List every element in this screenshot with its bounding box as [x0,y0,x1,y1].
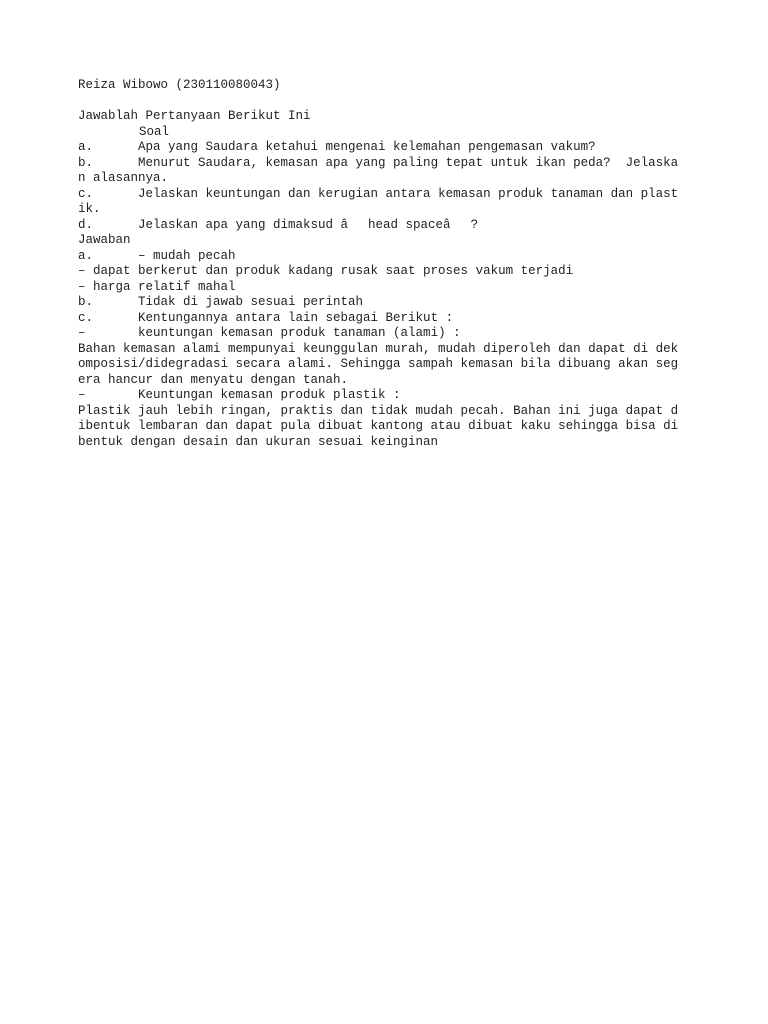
question-b-line1: b. Menurut Saudara, kemasan apa yang paling tepat untuk ikan peda? Jelaska [78,155,679,170]
answer-c-alami-line1: Bahan kemasan alami mempunyai keunggulan murah, mudah diperoleh dan dapat di dek [78,341,679,356]
question-b-line2: n alasannya. [78,171,169,185]
answer-b: b. Tidak di jawab sesuai perintah [78,295,364,309]
question-d: d. Jelaskan apa yang dimaksud âhead spaceâ? [78,217,479,232]
soal-text: Soal [139,124,170,139]
question-a: a. Apa yang Saudara ketahui mengenai kelemahan pengemasan vakum? [78,140,596,154]
answer-c-plastik-line2: ibentuk lembaran dan dapat pula dibuat kantong atau dibuat kaku sehingga bisa di [78,419,679,433]
answer-c-plastik-line1: Plastik jauh lebih ringan, praktis dan tidak mudah pecah. Bahan ini juga dapat d [78,403,679,418]
jawaban-label: Jawaban [78,233,131,247]
answer-c-plastik-line3: bentuk dengan desain dan ukuran sesuai keinginan [78,434,439,449]
answer-a-line1: a. – mudah pecah [78,248,236,263]
answer-c-alami-line2: omposisi/didegradasi secara alami. Sehingga sampah kemasan bila dibuang akan seg [78,357,679,371]
answer-a-line2: – dapat berkerut dan produk kadang rusak saat proses vakum terjadi [78,264,574,278]
soal-label [78,125,698,141]
answer-c-intro: c. Kentungannya antara lain sebagai Berikut : [78,310,454,325]
blank-line [78,94,698,110]
answer-c-alami-line3: era hancur dan menyatu dengan tanah. [78,372,349,387]
question-c-line1: c. Jelaskan keuntungan dan kerugian antara kemasan produk tanaman dan plast [78,186,679,201]
answer-c-plastik-heading: – Keuntungan kemasan produk plastik : [78,388,401,402]
answer-c-alami-heading: – keuntungan kemasan produk tanaman (alami) : [78,326,461,340]
document-page [78,78,698,450]
assignment-heading: Jawablah Pertanyaan Berikut Ini [78,109,311,123]
answer-a-line3: – harga relatif mahal [78,279,236,294]
author-line: Reiza Wibowo (230110080043) [78,78,281,92]
question-c-line2: ik. [78,202,101,216]
